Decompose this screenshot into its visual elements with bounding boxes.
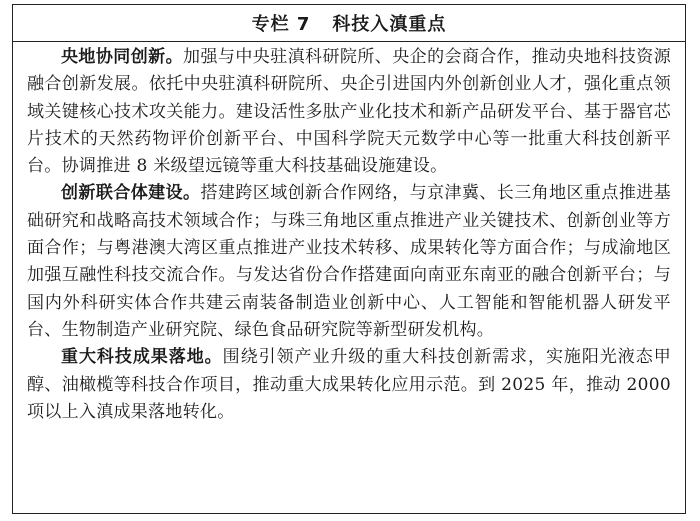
box-title xyxy=(13,5,685,42)
box-title-prefix: 专栏 7 xyxy=(251,14,311,35)
paragraph-heading: 创新联合体建设。 xyxy=(61,183,201,204)
paragraph-body: 加强与中央驻滇科研院所、央企的会商合作，推动央地科技资源融合创新发展。依托中央驻滇科研院所、央企引进国内外创新创业人才，强化重点领域关键核心技术攻关能力。建设活性多肽产业化技术和新产品研发平台、基于器官芯片技术的天然药物评价创新平台、中国科学院天元数学中心等一批重大科技创新平台。协调推进 8 米级望远镜等重大科技基础设施建设。 xyxy=(27,47,671,177)
box-content xyxy=(13,42,685,426)
paragraph-central-local xyxy=(27,44,671,180)
box-title-main: 科技入滇重点 xyxy=(332,14,447,35)
paragraph-innovation-consortium xyxy=(27,180,671,344)
paragraph-major-achievements xyxy=(27,344,671,426)
feature-box xyxy=(12,4,686,514)
paragraph-body: 搭建跨区域创新合作网络，与京津冀、长三角地区重点推进基础研究和战略高技术领域合作；与珠三角地区重点推进产业关键技术、创新创业等方面合作；与粤港澳大湾区重点推进产业技术转移、成果转化等方面合作；与成渝地区加强互融性科技交流合作。与发达省份合作搭建面向南亚东南亚的融合创新平台；与国内外科研实体合作共建云南装备制造业创新中心、人工智能和智能机器人研发平台、生物制造产业研究院、绿色食品研究院等新型研发机构。 xyxy=(27,183,671,340)
paragraph-body: 围绕引领产业升级的重大科技创新需求，实施阳光液态甲醇、油橄榄等科技合作项目，推动重大成果转化应用示范。到 2025 年，推动 2000 项以上入滇成果落地转化。 xyxy=(27,347,672,422)
paragraph-heading: 重大科技成果落地。 xyxy=(61,347,223,368)
paragraph-heading: 央地协同创新。 xyxy=(61,47,184,67)
